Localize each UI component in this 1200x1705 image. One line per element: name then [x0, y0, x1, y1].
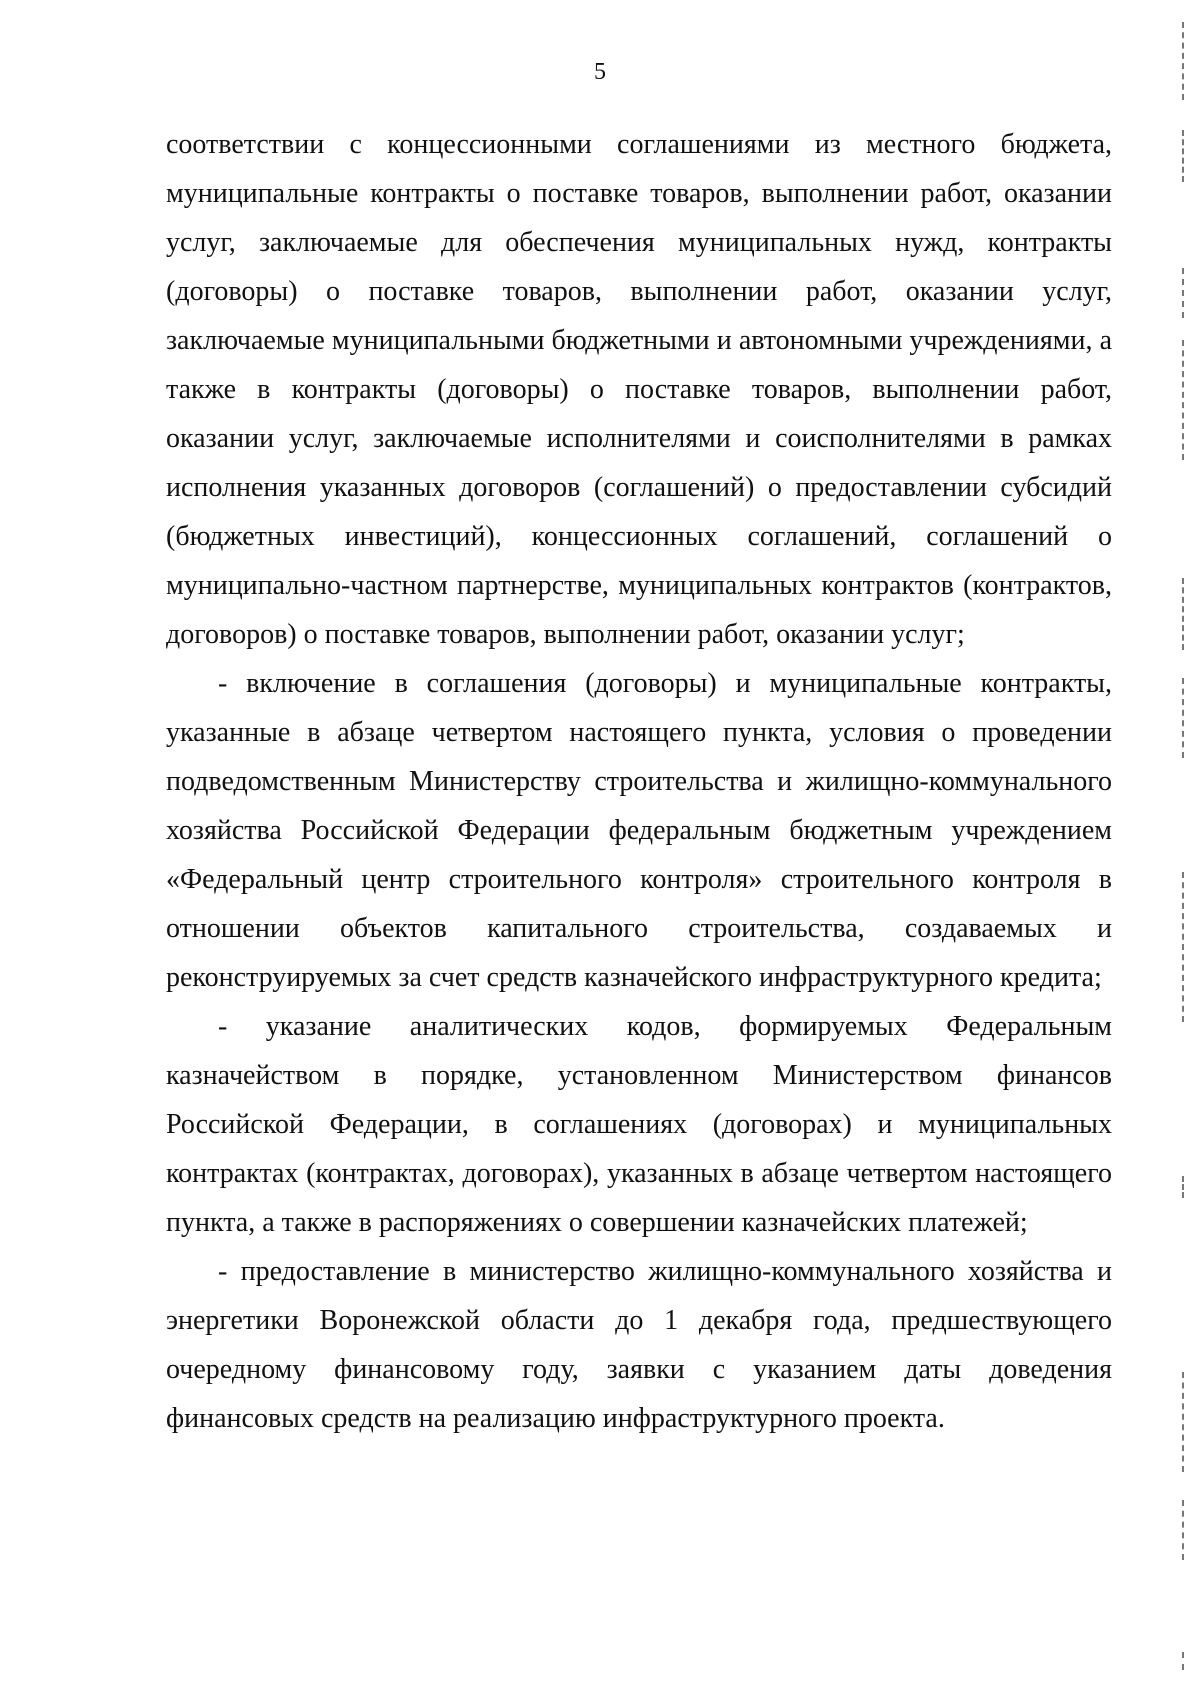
paragraph-analytic-codes: - указание аналитических кодов, формируемых Федеральным казначейством в порядке, установленном Министерством финансов Российской Федерации, в соглашениях (договорах) и муниципальных контрактах (контрактах, договорах), указанных в абзаце четвертом настоящего пункта, а также в распоряжениях о совершении казначейских платежей; — [166, 1011, 1112, 1238]
scan-edge-mark — [1182, 268, 1185, 318]
scan-edge-mark — [1182, 1652, 1185, 1670]
scan-edge-mark — [1182, 1500, 1185, 1560]
paragraph-continuation: соответствии с концессионными соглашениями из местного бюджета, муниципальные контракты о поставке товаров, выполнении работ, оказании услуг, заключаемые для обеспечения муниципальных нужд, контракты (договоры) о поставке товаров, выполнении работ, оказании услуг, заключаемые муниципальными бюджетными и автономными учреждениями, а также в контракты (договоры) о поставке товаров, выполнении работ, оказании услуг, заключаемые исполнителями и соисполнителями в рамках исполнения указанных договоров (соглашений) о предоставлении субсидий (бюджетных инвестиций), концессионных соглашений, соглашений о муниципально-частном партнерстве, муниципальных контрактов (контрактов, договоров) о поставке товаров, выполнении работ, оказании услуг; — [166, 129, 1112, 650]
scan-edge-mark — [1182, 678, 1185, 758]
scan-edge-mark — [1182, 130, 1185, 182]
scan-edge-mark — [1182, 1372, 1185, 1472]
scan-edge-mark — [1182, 22, 1185, 100]
scan-edge-mark — [1182, 578, 1185, 650]
scan-edge-mark — [1182, 1176, 1185, 1198]
paragraph-construction-control: - включение в соглашения (договоры) и муниципальные контракты, указанные в абзаце четвертом настоящего пункта, условия о проведении подведомственным Министерству строительства и жилищно-коммунального хозяйства Российской Федерации федеральным бюджетным учреждением «Федеральный центр строительного контроля» строительного контроля в отношении объектов капитального строительства, создаваемых и реконструируемых за счет средств казначейского инфраструктурного кредита; — [166, 668, 1112, 993]
scan-edge-mark — [1182, 872, 1185, 1022]
document-body — [166, 120, 1112, 1443]
paragraph-application: - предоставление в министерство жилищно-коммунального хозяйства и энергетики Воронежской области до 1 декабря года, предшествующего очередному финансовому году, заявки с указанием даты доведения финансовых средств на реализацию инфраструктурного проекта. — [166, 1256, 1112, 1434]
scan-edge-mark — [1182, 340, 1185, 460]
page-number: 5 — [594, 59, 606, 85]
